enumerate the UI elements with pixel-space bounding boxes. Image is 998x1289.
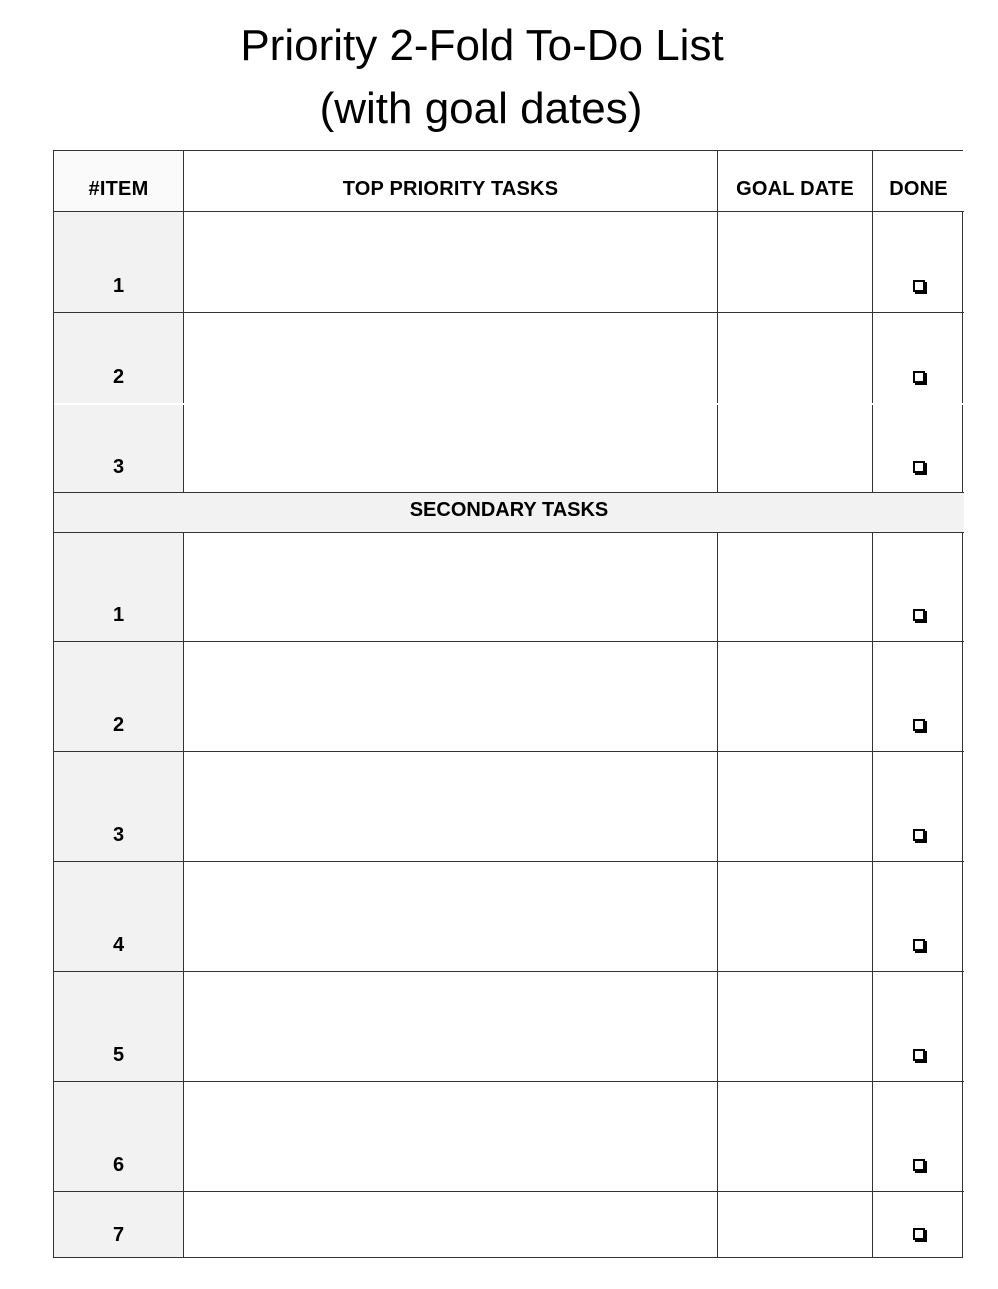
done-cell [872,313,964,403]
todo-table [53,150,963,1258]
done-cell [872,642,964,751]
table-row [54,752,964,862]
table-row [54,642,964,752]
checkbox-icon[interactable] [913,829,925,841]
task-cell[interactable] [184,212,717,312]
done-cell [872,1082,964,1191]
checkbox-icon[interactable] [913,461,925,473]
item-number-cell [54,642,184,751]
checkbox-icon[interactable] [913,1049,925,1061]
item-number-cell [54,405,184,493]
item-number: 1 [112,275,125,297]
table-header [54,151,964,212]
header-tasks-label: TOP PRIORITY TASKS [342,178,559,200]
item-number-cell [54,1082,184,1191]
checkbox-icon[interactable] [913,280,925,292]
checkbox-icon[interactable] [913,609,925,621]
item-number-cell [54,533,184,641]
item-number-cell [54,972,184,1081]
task-cell[interactable] [184,1082,717,1191]
item-number: 5 [112,1044,125,1066]
goal-date-cell[interactable] [717,405,872,493]
done-cell [872,405,964,493]
done-cell [872,533,964,641]
task-cell[interactable] [184,862,717,971]
goal-date-cell[interactable] [717,212,872,312]
done-cell [872,212,964,312]
goal-date-cell[interactable] [717,752,872,861]
item-number: 3 [112,456,125,478]
header-tasks-cell [184,151,717,211]
task-cell[interactable] [184,405,717,493]
table-row [54,862,964,972]
checkbox-icon[interactable] [913,371,925,383]
header-item-cell [54,151,184,211]
table-row [54,313,964,405]
table-row [54,1082,964,1192]
table-row [54,533,964,642]
item-number-cell [54,752,184,861]
goal-date-cell[interactable] [717,642,872,751]
table-row [54,212,964,313]
item-number-cell [54,862,184,971]
page-subtitle: (with goal dates) [319,84,643,133]
done-cell [872,1192,964,1257]
table-row [54,405,964,493]
checkbox-icon[interactable] [913,939,925,951]
header-goal-date-label: GOAL DATE [736,178,854,200]
table-row [54,1192,964,1257]
item-number: 1 [112,604,125,626]
header-done-label: DONE [889,178,948,200]
item-number: 2 [112,714,125,736]
item-number-cell [54,313,184,403]
checkbox-icon[interactable] [913,1228,925,1240]
task-cell[interactable] [184,642,717,751]
secondary-section-label: SECONDARY TASKS [409,499,609,521]
item-number: 2 [112,366,125,388]
item-number-cell [54,212,184,312]
goal-date-cell[interactable] [717,972,872,1081]
item-number: 6 [112,1154,125,1176]
header-item-label: #ITEM [88,178,149,200]
goal-date-cell[interactable] [717,313,872,403]
task-cell[interactable] [184,752,717,861]
done-cell [872,972,964,1081]
goal-date-cell[interactable] [717,1082,872,1191]
checkbox-icon[interactable] [913,1159,925,1171]
item-number: 4 [112,934,125,956]
goal-date-cell[interactable] [717,1192,872,1257]
page-title: Priority 2-Fold To-Do List [240,21,724,70]
secondary-section-header [54,492,964,533]
item-number: 3 [112,824,125,846]
checkbox-icon[interactable] [913,719,925,731]
task-cell[interactable] [184,533,717,641]
item-number: 7 [112,1224,125,1246]
done-cell [872,862,964,971]
header-goal-date-cell [717,151,872,211]
done-cell [872,752,964,861]
goal-date-cell[interactable] [717,533,872,641]
task-cell[interactable] [184,1192,717,1257]
header-done-cell [872,151,964,211]
item-number-cell [54,1192,184,1257]
task-cell[interactable] [184,313,717,403]
task-cell[interactable] [184,972,717,1081]
table-row [54,972,964,1082]
goal-date-cell[interactable] [717,862,872,971]
